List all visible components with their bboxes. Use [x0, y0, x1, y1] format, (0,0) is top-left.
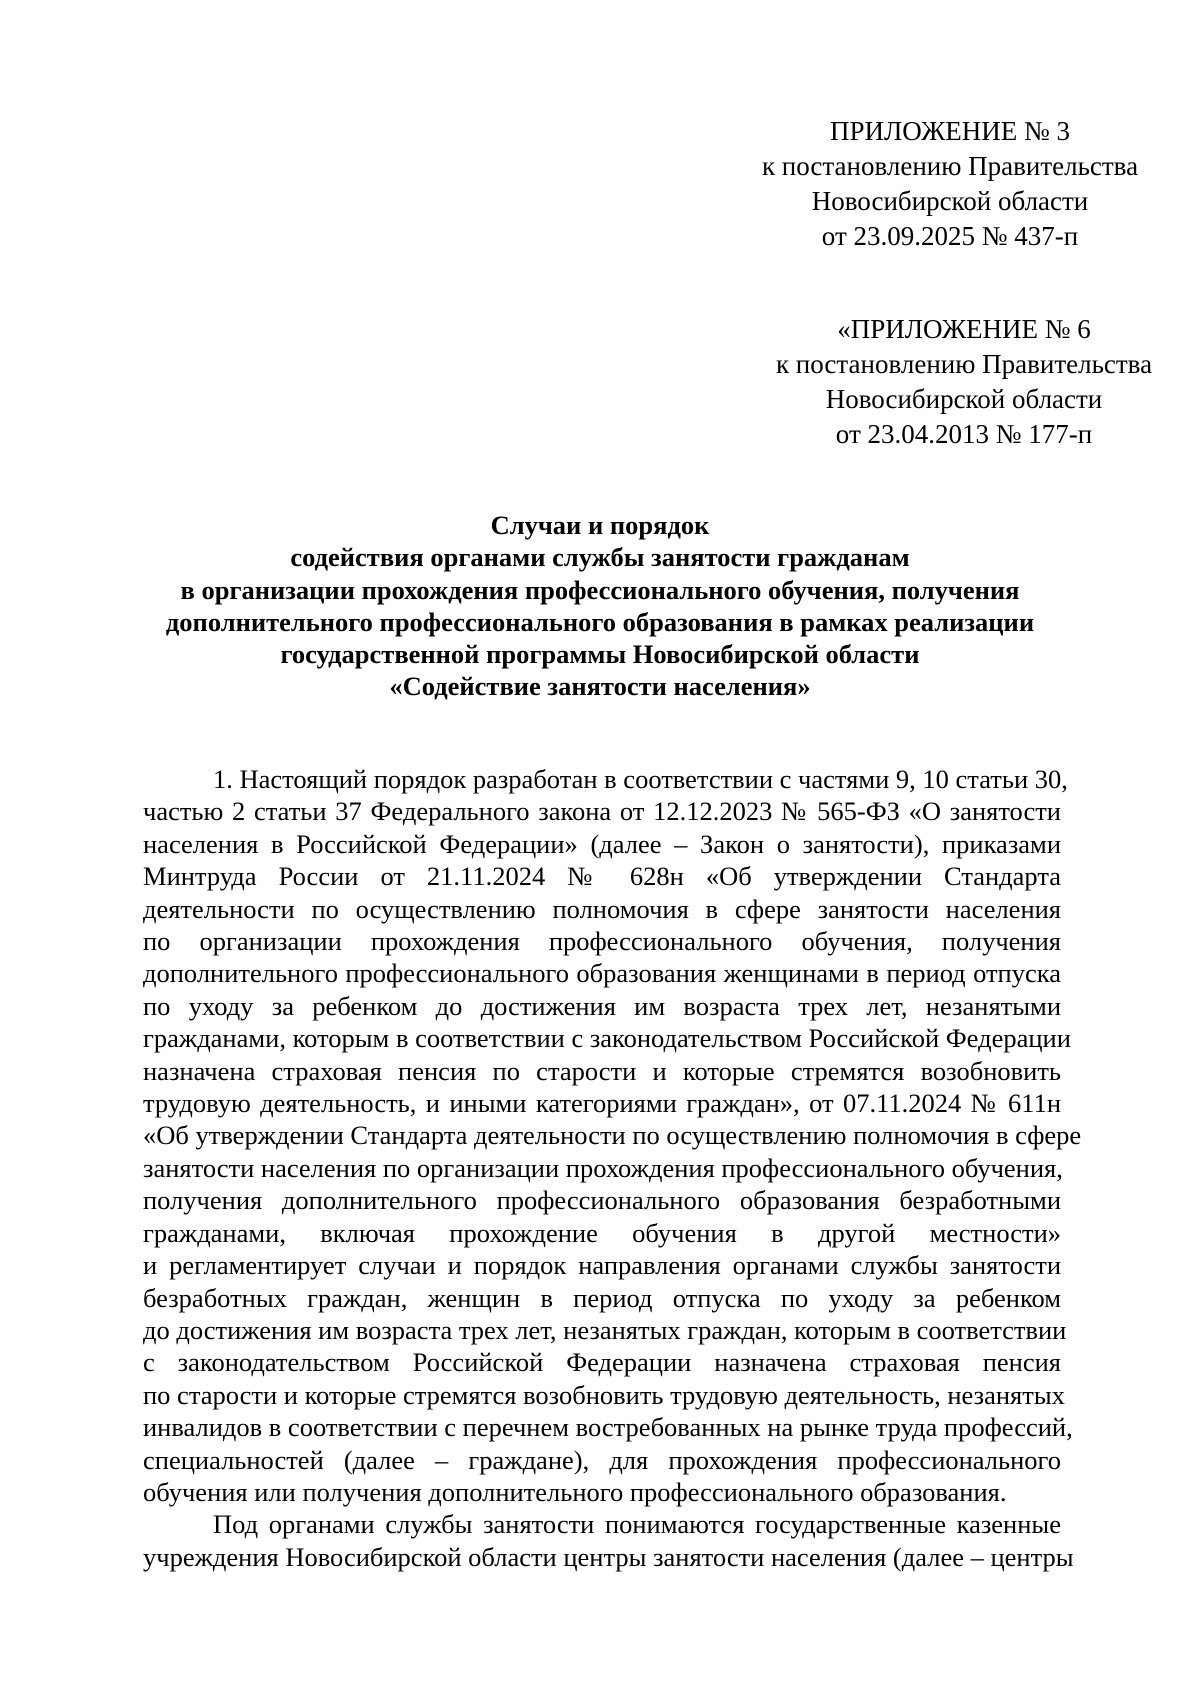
- text-line: гражданами, которым в соответствии с законодательством Российской Федерации: [143, 1023, 1071, 1054]
- text-line: получения дополнительного профессионального образования безработными: [143, 1185, 1061, 1216]
- appendix-reference: к постановлению Правительства: [775, 349, 1153, 379]
- text-line: занятости населения по организации прохождения профессионального обучения,: [143, 1152, 1063, 1183]
- paragraph-1: [143, 763, 1082, 1508]
- document-title: [140, 509, 1060, 703]
- document-body: [143, 763, 1082, 1573]
- title-line: «Содействие занятости населения»: [389, 671, 811, 702]
- text-line: по уходу за ребенком до достижения им возраста трех лет, незанятыми: [143, 990, 1061, 1021]
- appendix-date-number: от 23.09.2025 № 437-п: [821, 221, 1079, 251]
- text-line: гражданами, включая прохождение обучения в другой местности»: [143, 1217, 1061, 1248]
- appendix-region: Новосибирской области: [811, 186, 1089, 216]
- paragraph-2: [143, 1508, 1074, 1573]
- text-line: обучения или получения дополнительного профессионального образования.: [143, 1476, 1007, 1507]
- text-line: безработных граждан, женщин в период отпуска по уходу за ребенком: [143, 1282, 1061, 1313]
- title-line: Случаи и порядок: [490, 510, 710, 540]
- appendix-header-current: [740, 114, 1160, 254]
- text-line: Минтруда России от 21.11.2024 № 628н «Об утверждении Стандарта: [143, 861, 1061, 892]
- appendix-number: ПРИЛОЖЕНИЕ № 3: [829, 116, 1071, 146]
- appendix-date-number: от 23.04.2013 № 177-п: [835, 419, 1093, 449]
- text-line: назначена страховая пенсия по старости и которые стремятся возобновить: [143, 1055, 1061, 1086]
- text-line: дополнительного профессионального образования женщинами в период отпуска: [143, 958, 1061, 989]
- text-line: инвалидов в соответствии с перечнем востребованных на рынке труда профессий,: [143, 1412, 1073, 1443]
- text-line: до достижения им возраста трех лет, незанятых граждан, которым в соответствии: [143, 1314, 1067, 1345]
- title-line: содействия органами службы занятости гражданам: [290, 542, 910, 573]
- text-line: 1. Настоящий порядок разработан в соответствии с частями 9, 10 статьи 30,: [213, 764, 1068, 794]
- text-line: деятельности по осуществлению полномочия в сфере занятости населения: [143, 893, 1061, 924]
- title-line: дополнительного профессионального образования в рамках реализации: [165, 606, 1035, 637]
- text-line: частью 2 статьи 37 Федерального закона от 12.12.2023 № 565-ФЗ «О занятости: [143, 796, 1061, 827]
- appendix-header-original: [754, 312, 1174, 452]
- text-line: учреждения Новосибирской области центры занятости населения (далее – центры: [143, 1541, 1074, 1572]
- text-line: специальностей (далее – граждане), для прохождения профессионального: [143, 1444, 1061, 1475]
- text-line: и регламентирует случаи и порядок направления органами службы занятости: [143, 1250, 1061, 1281]
- text-line: «Об утверждении Стандарта деятельности по осуществлению полномочия в сфере: [143, 1120, 1082, 1151]
- text-line: по старости и которые стремятся возобновить трудовую деятельность, незанятых: [143, 1379, 1065, 1410]
- text-line: трудовую деятельность, и иными категориями граждан», от 07.11.2024 № 611н: [143, 1088, 1061, 1119]
- appendix-number: «ПРИЛОЖЕНИЕ № 6: [837, 314, 1091, 344]
- title-line: в организации прохождения профессионального обучения, получения: [180, 574, 1020, 605]
- text-line: населения в Российской Федерации» (далее – Закон о занятости), приказами: [143, 828, 1061, 859]
- text-line: по организации прохождения профессионального обучения, получения: [143, 926, 1061, 957]
- appendix-region: Новосибирской области: [825, 384, 1103, 414]
- text-line: Под органами службы занятости понимаются государственные казенные: [213, 1509, 1061, 1540]
- title-line: государственной программы Новосибирской области: [280, 639, 920, 670]
- appendix-reference: к постановлению Правительства: [761, 151, 1139, 181]
- text-line: с законодательством Российской Федерации назначена страховая пенсия: [143, 1347, 1061, 1378]
